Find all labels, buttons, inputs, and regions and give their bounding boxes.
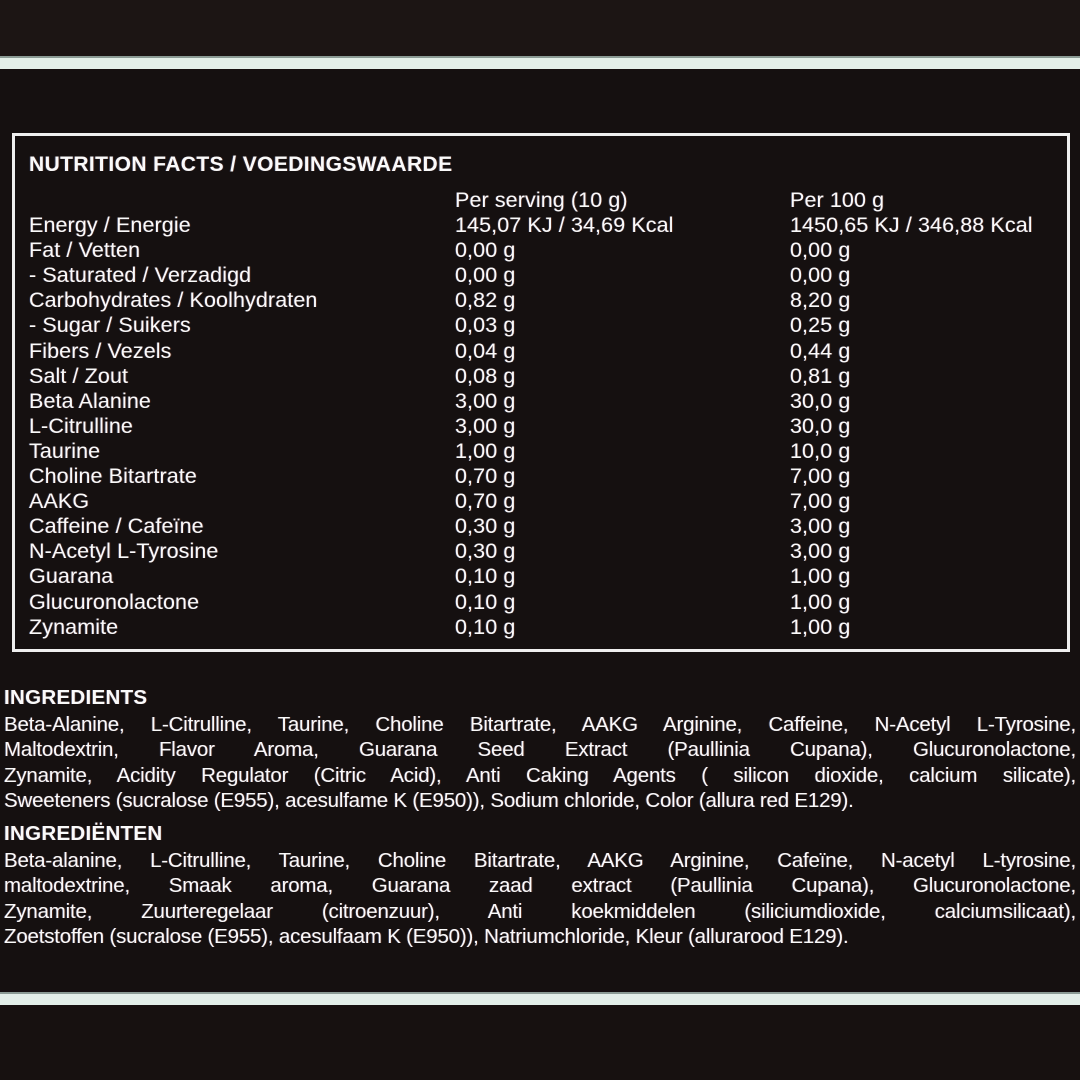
nutrient-label: Taurine [29, 438, 101, 463]
ingredients-line: Maltodextrin, Flavor Aroma, Guarana Seed Extract (Paullinia Cupana), Glucuronolactone, [4, 738, 1076, 762]
per-serving-value: 3,00 g [455, 413, 516, 438]
table-header-row [29, 188, 1057, 213]
bottom-mint-stripe [0, 992, 1080, 1005]
table-row [29, 288, 1057, 313]
table-row [29, 389, 1057, 414]
ingredients-line: Beta-Alanine, L-Citrulline, Taurine, Choline Bitartrate, AAKG Arginine, Caffeine, N-Acetyl L-Tyrosine, [4, 713, 1076, 736]
per-100g-value: 30,0 g [790, 388, 851, 413]
per-100g-value: 10,0 g [790, 438, 851, 463]
ingredients-section-nl [4, 822, 1076, 949]
bottom-band [0, 1005, 1080, 1080]
per-serving-value: 0,10 g [455, 564, 516, 589]
nutrient-label: Fat / Vetten [29, 238, 141, 263]
table-row [29, 564, 1057, 589]
per-serving-value: 145,07 KJ / 34,69 Kcal [455, 213, 674, 238]
per-serving-value: 0,04 g [455, 338, 516, 363]
per-100g-value: 8,20 g [790, 288, 851, 313]
table-row [29, 514, 1057, 539]
per-100g-value: 7,00 g [790, 464, 851, 489]
table-row [29, 414, 1057, 439]
column-header-per-serving: Per serving (10 g) [455, 188, 628, 212]
nutrient-label: - Sugar / Suikers [29, 313, 191, 338]
per-serving-value: 0,00 g [455, 263, 516, 288]
nutrient-label: Guarana [29, 564, 114, 589]
nutrition-facts-box [12, 133, 1070, 652]
table-row [29, 313, 1057, 338]
per-serving-value: 0,00 g [455, 238, 516, 263]
per-serving-value: 0,08 g [455, 363, 516, 388]
per-serving-value: 0,10 g [455, 589, 516, 614]
nutrient-label: Energy / Energie [29, 213, 191, 238]
per-serving-value: 1,00 g [455, 438, 516, 463]
ingredients-line: Zoetstoffen (sucralose (E955), acesulfaam K (E950)), Natriumchloride, Kleur (allurarood E129). [4, 924, 849, 948]
nutrient-label: - Saturated / Verzadigd [29, 263, 252, 288]
nutrient-label: Zynamite [29, 614, 119, 639]
per-100g-value: 1,00 g [790, 589, 851, 614]
per-100g-value: 1,00 g [790, 614, 851, 639]
per-100g-value: 0,81 g [790, 363, 851, 388]
ingredients-line: Zynamite, Zuurteregelaar (citroenzuur), Anti koekmiddelen (siliciumdioxide, calciumsilicaat), [4, 899, 1076, 923]
nutrition-facts-title: NUTRITION FACTS / VOEDINGSWAARDE [29, 153, 453, 176]
ingredients-line: Zynamite, Acidity Regulator (Citric Acid), Anti Caking Agents ( silicon dioxide, calcium silicate), [4, 763, 1076, 787]
table-row [29, 590, 1057, 615]
per-100g-value: 0,44 g [790, 338, 851, 363]
nutrient-label: Caffeine / Cafeïne [29, 514, 204, 539]
per-100g-value: 0,25 g [790, 313, 851, 338]
table-row [29, 464, 1057, 489]
per-serving-value: 0,70 g [455, 489, 516, 514]
per-serving-value: 0,10 g [455, 614, 516, 639]
ingredients-line: Sweeteners (sucralose (E955), acesulfame K (E950)), Sodium chloride, Color (allura red E129). [4, 788, 854, 812]
nutrient-label: Beta Alanine [29, 388, 151, 413]
nutrient-label: Fibers / Vezels [29, 338, 172, 363]
ingredients-line: maltodextrine, Smaak aroma, Guarana zaad extract (Paullinia Cupana), Glucuronolactone, [4, 874, 1076, 898]
header-spacer [29, 188, 455, 213]
nutrient-label: Carbohydrates / Koolhydraten [29, 288, 318, 313]
per-100g-value: 30,0 g [790, 413, 851, 438]
table-row [29, 615, 1057, 640]
per-serving-value: 0,30 g [455, 539, 516, 564]
nutrient-label: Glucuronolactone [29, 589, 200, 614]
per-100g-value: 3,00 g [790, 514, 851, 539]
nutrient-label: Choline Bitartrate [29, 464, 197, 489]
per-100g-value: 1450,65 KJ / 346,88 Kcal [790, 213, 1033, 238]
table-row [29, 339, 1057, 364]
per-serving-value: 0,03 g [455, 313, 516, 338]
table-row [29, 238, 1057, 263]
table-row [29, 439, 1057, 464]
ingredients-heading-en: INGREDIENTS [4, 686, 148, 709]
per-serving-value: 3,00 g [455, 388, 516, 413]
per-serving-value: 0,82 g [455, 288, 516, 313]
table-row [29, 539, 1057, 564]
per-100g-value: 0,00 g [790, 263, 851, 288]
per-100g-value: 3,00 g [790, 539, 851, 564]
per-100g-value: 7,00 g [790, 489, 851, 514]
nutrient-label: L-Citrulline [29, 413, 133, 438]
per-serving-value: 0,70 g [455, 464, 516, 489]
column-header-per-100g: Per 100 g [790, 188, 885, 212]
nutrient-label: AAKG [29, 489, 90, 514]
per-serving-value: 0,30 g [455, 514, 516, 539]
top-band [0, 0, 1080, 56]
table-row [29, 263, 1057, 288]
nutrient-label: N-Acetyl L-Tyrosine [29, 539, 219, 564]
per-100g-value: 0,00 g [790, 238, 851, 263]
ingredients-section-en [4, 686, 1076, 813]
table-row [29, 489, 1057, 514]
per-100g-value: 1,00 g [790, 564, 851, 589]
ingredients-line: Beta-alanine, L-Citrulline, Taurine, Choline Bitartrate, AAKG Arginine, Cafeïne, N-acetyl L-tyrosine, [4, 849, 1076, 872]
ingredients-heading-nl: INGREDIËNTEN [4, 822, 163, 845]
table-row [29, 213, 1057, 238]
table-row [29, 364, 1057, 389]
nutrient-label: Salt / Zout [29, 363, 129, 388]
top-mint-stripe [0, 56, 1080, 69]
